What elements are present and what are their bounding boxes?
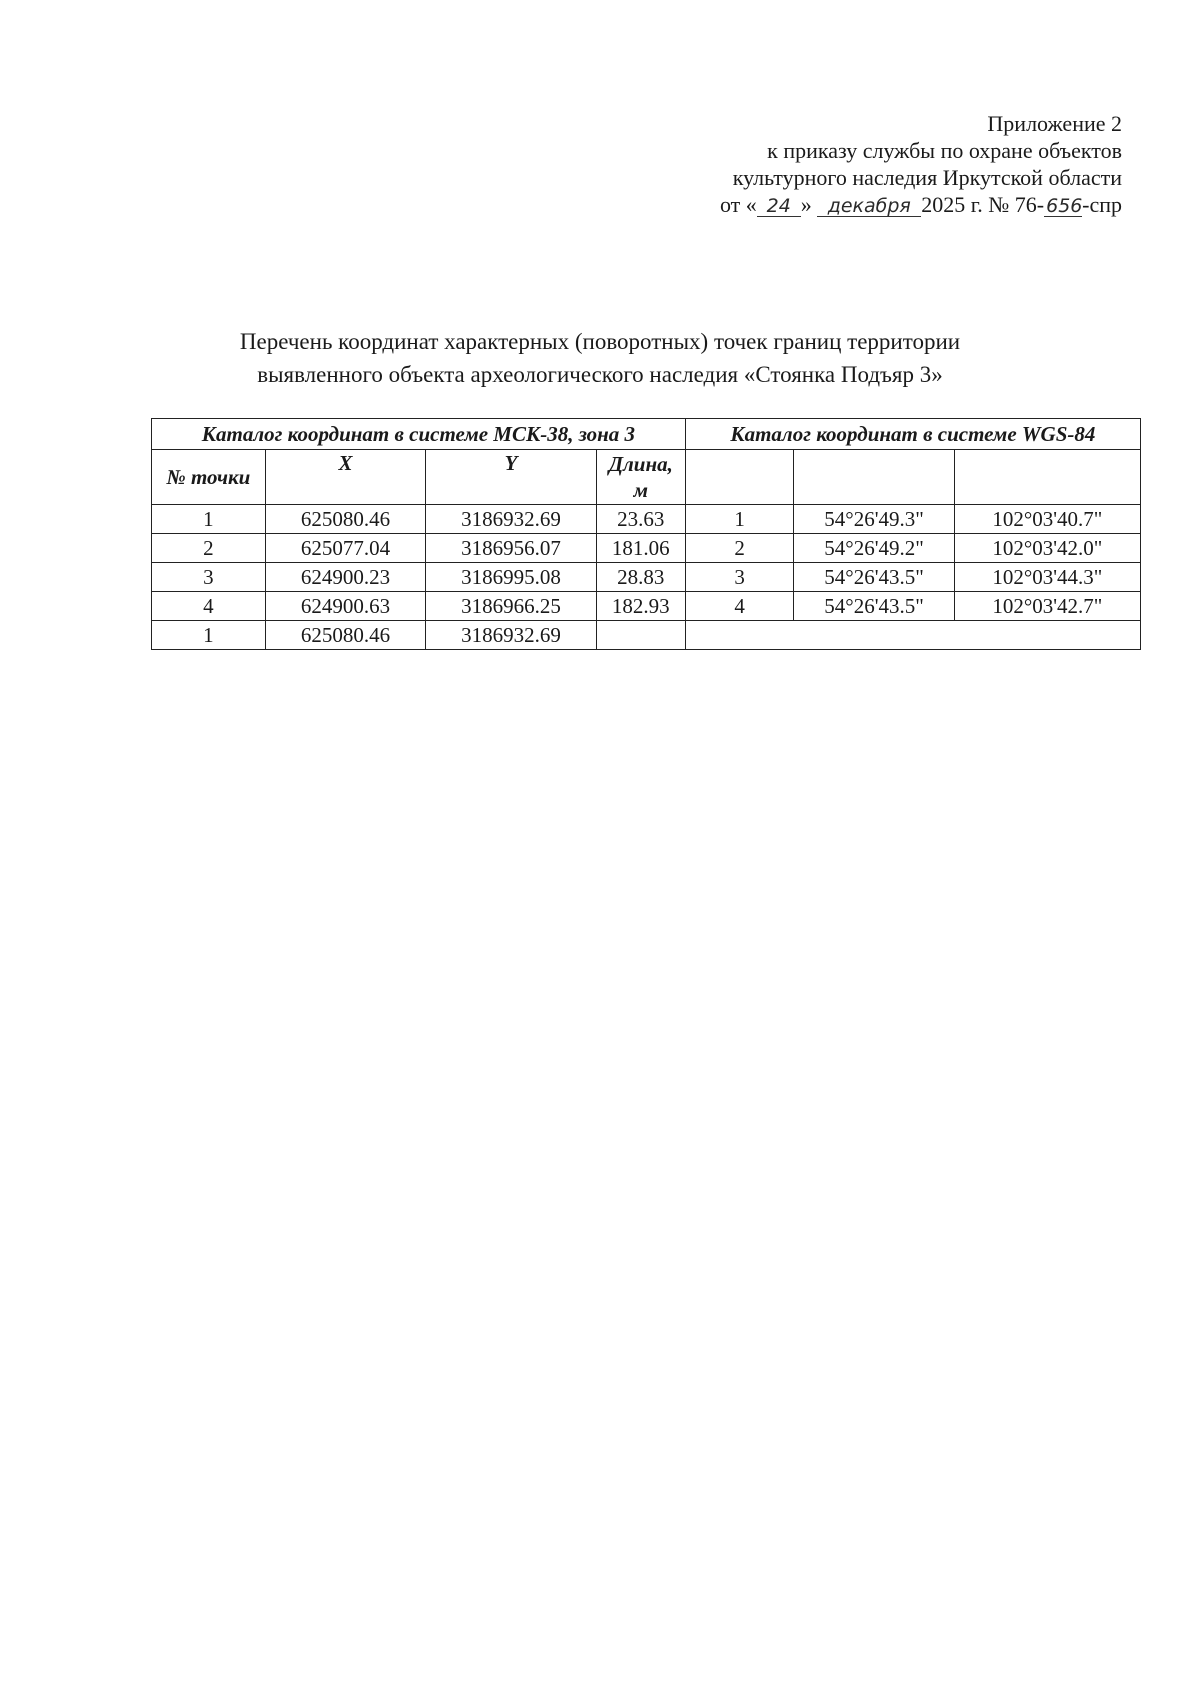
order-suffix: -спр (1082, 192, 1122, 217)
table-row (152, 534, 1141, 563)
handwritten-month: декабря (817, 196, 921, 217)
msk-y: 3186932.69 (426, 621, 597, 650)
msk-y: 3186956.07 (426, 534, 597, 563)
col-head-wgs-lat (794, 450, 954, 505)
msk-caption: Каталог координат в системе МСК-38, зона 3 (152, 419, 686, 450)
msk-point: 4 (152, 592, 266, 621)
msk-x: 625077.04 (265, 534, 425, 563)
msk-point: 1 (152, 621, 266, 650)
msk-point: 1 (152, 505, 266, 534)
msk-point: 3 (152, 563, 266, 592)
wgs-point: 1 (685, 505, 794, 534)
wgs-empty-cell (685, 621, 1140, 650)
wgs-lon: 102°03'42.7" (954, 592, 1140, 621)
msk-x: 625080.46 (265, 621, 425, 650)
msk-length: 23.63 (596, 505, 685, 534)
handwritten-order-number: 656 (1046, 195, 1083, 217)
msk-y: 3186995.08 (426, 563, 597, 592)
wgs-lat: 54°26'49.2" (794, 534, 954, 563)
table-header-row (152, 450, 1141, 505)
wgs-lat: 54°26'43.5" (794, 592, 954, 621)
table-row (152, 505, 1141, 534)
msk-y: 3186966.25 (426, 592, 597, 621)
msk-length: 182.93 (596, 592, 685, 621)
coordinates-table (151, 418, 1141, 650)
table-row (152, 621, 1141, 650)
msk-x: 625080.46 (265, 505, 425, 534)
table-row (152, 592, 1141, 621)
date-mid: » (800, 192, 812, 217)
msk-y: 3186932.69 (426, 505, 597, 534)
appendix-number: Приложение 2 (987, 111, 1122, 136)
wgs-point: 2 (685, 534, 794, 563)
wgs-lat: 54°26'49.3" (794, 505, 954, 534)
col-head-wgs-point (685, 450, 794, 505)
msk-x: 624900.23 (265, 563, 425, 592)
wgs-point: 3 (685, 563, 794, 592)
col-head-wgs-lon (954, 450, 1140, 505)
wgs-lon: 102°03'44.3" (954, 563, 1140, 592)
wgs-lat: 54°26'43.5" (794, 563, 954, 592)
msk-point: 2 (152, 534, 266, 563)
table-caption-row (152, 419, 1141, 450)
wgs-point: 4 (685, 592, 794, 621)
msk-x: 624900.63 (265, 592, 425, 621)
wgs-lon: 102°03'40.7" (954, 505, 1140, 534)
col-head-x: X (265, 450, 425, 505)
wgs-lon: 102°03'42.0" (954, 534, 1140, 563)
title-line-2: выявленного объекта археологического наследия «Стоянка Подъяр 3» (257, 362, 943, 387)
msk-length (596, 621, 685, 650)
order-reference: к приказу службы по охране объектов (767, 138, 1122, 163)
col-head-length: Длина, м (596, 450, 685, 505)
col-head-point: № точки (152, 450, 266, 505)
title-line-1: Перечень координат характерных (поворотных) точек границ территории (239, 329, 961, 354)
year-text: 2025 г. № 76- (921, 192, 1045, 217)
order-date-line (720, 191, 1122, 218)
handwritten-day: 24 (757, 196, 801, 217)
msk-length: 181.06 (596, 534, 685, 563)
msk-length: 28.83 (596, 563, 685, 592)
col-head-y: Y (426, 450, 597, 505)
table-row (152, 563, 1141, 592)
appendix-header (720, 110, 1122, 218)
issuing-authority: культурного наследия Иркутской области (732, 165, 1122, 190)
date-prefix: от « (719, 192, 757, 217)
document-title (0, 325, 1200, 391)
wgs-caption: Каталог координат в системе WGS-84 (685, 419, 1140, 450)
